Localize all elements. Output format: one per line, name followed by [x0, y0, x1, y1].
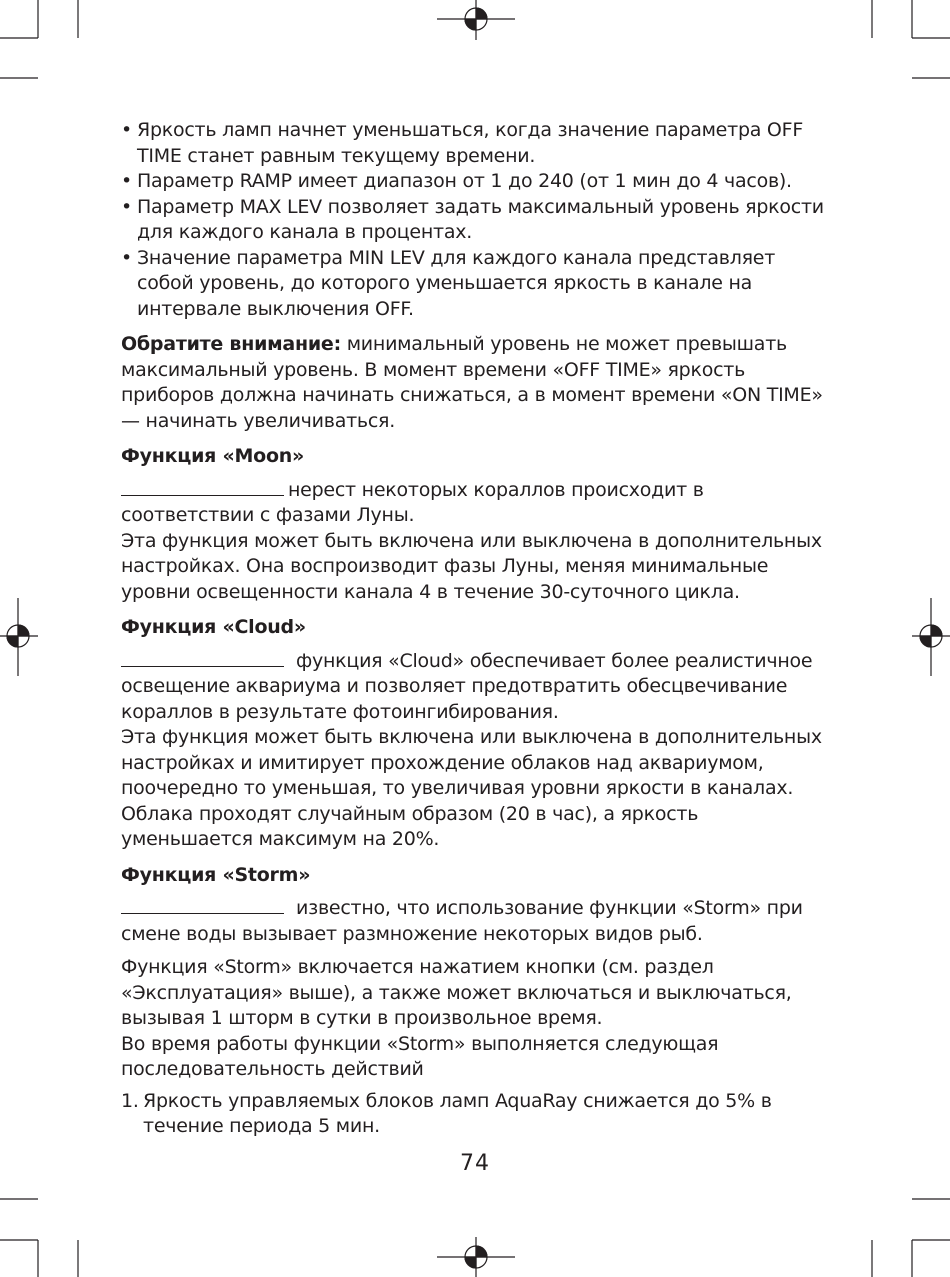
crop-mark-top-left — [0, 0, 78, 78]
moon-intro — [121, 478, 833, 529]
note-paragraph — [121, 332, 833, 434]
crop-mark-bottom-right — [872, 1199, 950, 1277]
storm-intro-text: известно, что использование функции «Storm» при смене воды вызывает размножение некоторых видов рыб. — [121, 897, 803, 945]
bullet-glyph: • — [121, 170, 132, 192]
bullet-glyph: • — [121, 246, 132, 269]
note-label: Обратите внимание: — [121, 333, 341, 355]
bullet-item — [121, 246, 833, 323]
item-number: 1. — [121, 1089, 139, 1112]
cloud-body: Эта функция может быть включена или выключена в дополнительных настройках и имитирует прохождение облаков над аквариумом, поочередно то уменьшая, то увеличивая уровни яркости в каналах. Облака проходят случайным образом (20 в час), а яркость уменьшается максимум на 20%. — [121, 726, 822, 850]
crop-mark-bottom-left — [0, 1199, 78, 1277]
bullet-text: Параметр RAMP имеет диапазон от 1 до 240 (от 1 мин до 4 часов). — [137, 170, 792, 192]
storm-intro — [121, 896, 833, 947]
item-text: Яркость управляемых блоков ламп AquaRay снижается до 5% в течение периода 5 мин. — [143, 1089, 772, 1137]
registration-mark-right — [912, 598, 950, 676]
registration-mark-left — [0, 598, 38, 676]
moon-intro-text: нерест некоторых кораллов происходит в соответствии с фазами Луны. — [121, 478, 704, 526]
cloud-heading: Функция «Cloud» — [121, 616, 306, 638]
cloud-intro-text: функция «Cloud» обеспечивает более реалистичное освещение аквариума и позволяет предотвратить обесцвечивание кораллов в результате фотоингибирования. — [121, 649, 813, 723]
bullet-text: Параметр MAX LEV позволяет задать максимальный уровень яркости для каждого канала в процентах. — [137, 195, 824, 243]
bullet-glyph: • — [121, 195, 132, 218]
bullet-list — [121, 118, 833, 322]
moon-heading: Функция «Moon» — [121, 445, 305, 467]
numbered-item — [121, 1089, 833, 1140]
bullet-item — [121, 118, 833, 169]
page-number: 74 — [460, 1151, 490, 1176]
bullet-text: Значение параметра MIN LEV для каждого канала представляет собой уровень, до которого уменьшается яркость в канале на интервале выключения OFF. — [137, 246, 776, 320]
crop-mark-top-right — [872, 0, 950, 78]
blank-line — [121, 652, 284, 667]
registration-mark-top — [437, 0, 515, 40]
bullet-text: Яркость ламп начнет уменьшаться, когда значение параметра OFF TIME станет равным текущему времени. — [137, 119, 803, 167]
cloud-intro — [121, 649, 833, 726]
blank-line — [121, 481, 284, 496]
bullet-item — [121, 169, 833, 195]
bullet-glyph: • — [121, 119, 132, 141]
registration-mark-bottom — [437, 1237, 515, 1277]
storm-heading: Функция «Storm» — [121, 863, 311, 886]
note-text: минимальный уровень не может превышать максимальный уровень. В момент времени «OFF TIME» яркость приборов должна начинать снижаться, а в момент времени «ON TIME» — начинать увеличиваться. — [121, 333, 823, 432]
storm-body-2: Во время работы функции «Storm» выполняется следующая последовательность действий — [121, 1032, 719, 1080]
bullet-item — [121, 195, 833, 246]
blank-line — [121, 899, 284, 914]
moon-body: Эта функция может быть включена или выключена в дополнительных настройках. Она воспроизводит фазы Луны, меняя минимальные уровни освещенности канала 4 в течение 30-суточного цикла. — [121, 529, 822, 603]
page-content — [121, 118, 833, 1140]
storm-body-1: Функция «Storm» включается нажатием кнопки (см. раздел «Эксплуатация» выше), а также может включаться и выключаться, вызывая 1 шторм в сутки в произвольное время. — [121, 956, 792, 1029]
